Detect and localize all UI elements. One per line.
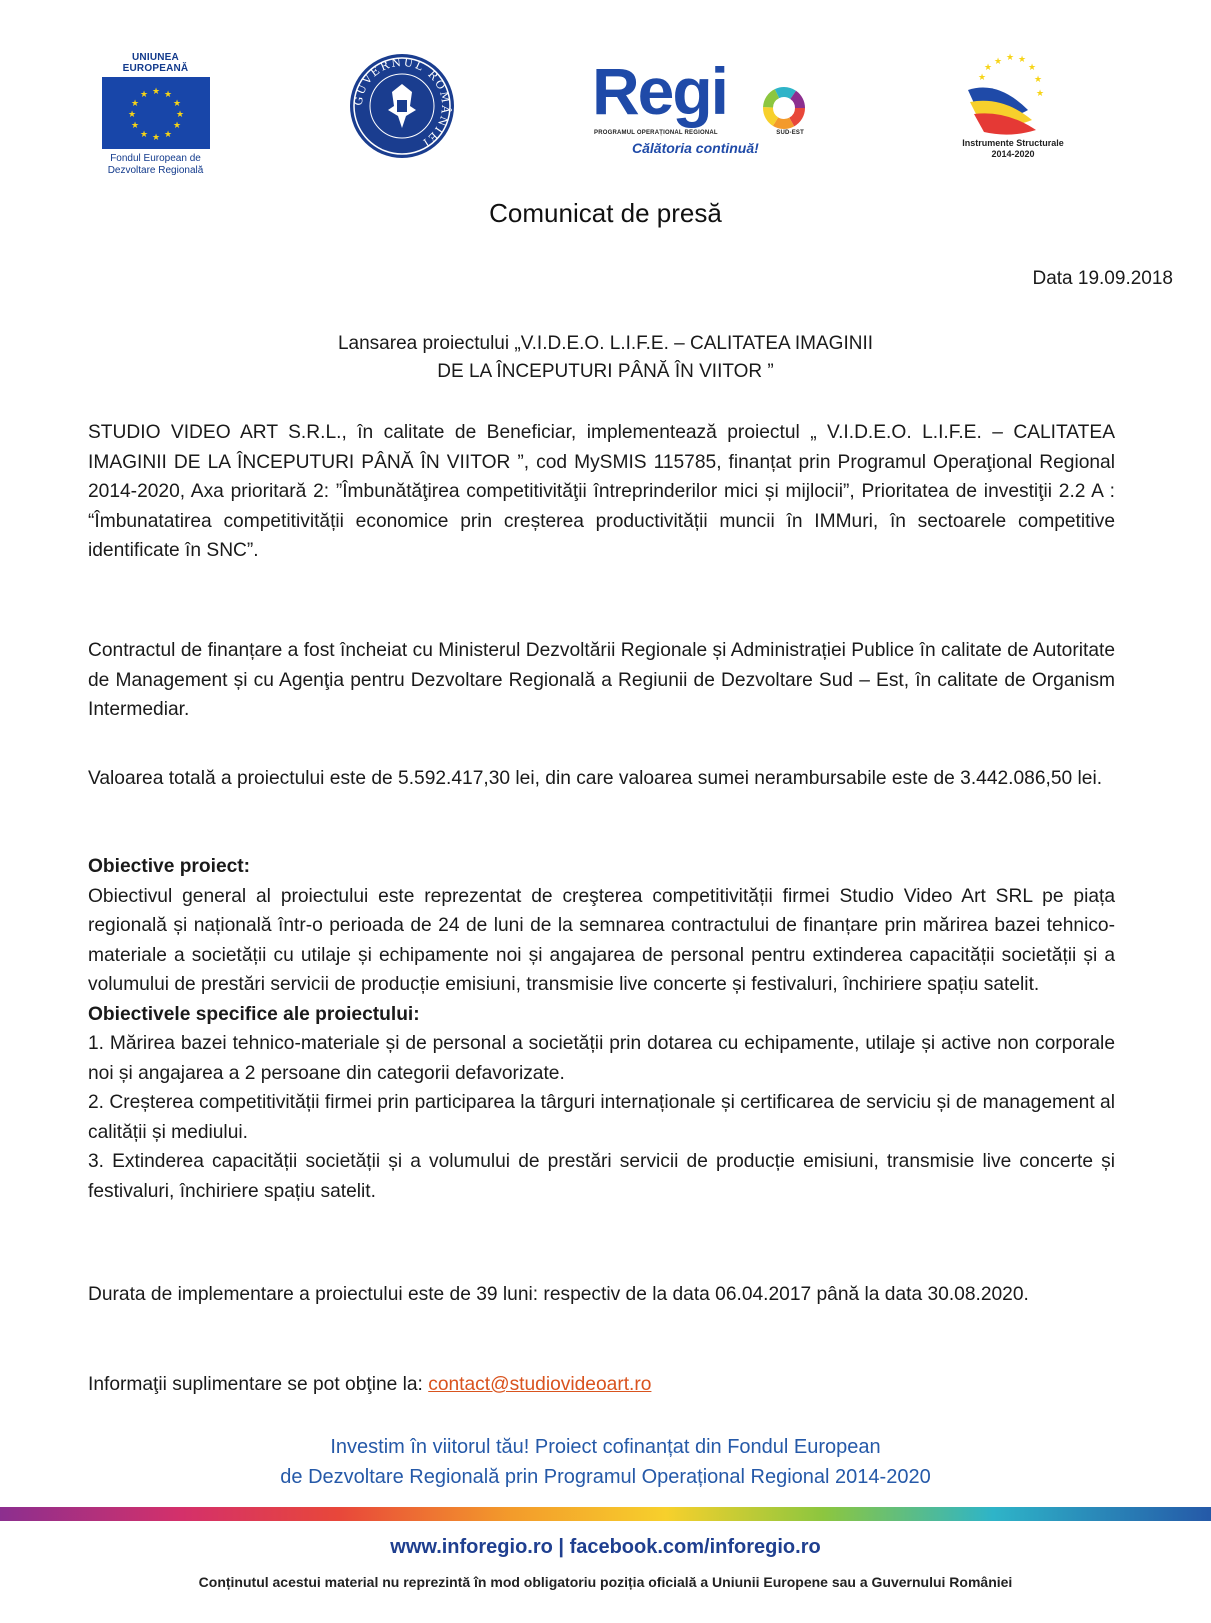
svg-text:★: ★ [130, 121, 139, 131]
objectives-heading: Obiective proiect: [88, 856, 251, 877]
svg-text:★: ★ [993, 57, 1003, 67]
general-objective: Obiectivul general al proiectului este reprezentat de creşterea competitivității firmei Studio Video Art SRL pe piața regională și națională într-o perioada de 24 de luni de la semnarea contractului de finanțare prin mărirea bazei tehnico-materiale a societății cu utilaje și echipamente noi și angajarea de personal pentru extinderea capacității societății și a volumului de prestări servicii de producție emisiuni, transmisie live concerte și festivaluri, închiriere spațiu satelit. [88, 885, 1115, 995]
eu-logo-caption: UNIUNEA EUROPEANĂ [122, 52, 189, 74]
eu-fund-line-1: Fondul European de [110, 153, 201, 164]
specific-objective-1: 1. Mărirea bazei tehnico-materiale și de personal a societății prin dotarea cu echipamente, utilaje și active non corporale noi și angajarea a 2 persoane din categorii defavorizate. [88, 1033, 1115, 1084]
objectives-section [88, 852, 1115, 1206]
regio-tagline: Călătoria continuă! [632, 140, 759, 156]
cofinancing-line-2: de Dezvoltare Regională prin Programul Operațional Regional 2014-2020 [280, 1466, 931, 1488]
rainbow-divider [0, 1507, 1211, 1521]
eu-fund-name [98, 153, 213, 177]
svg-text:★: ★ [139, 130, 148, 140]
project-title-line-1: Lansarea proiectului „V.I.D.E.O. L.I.F.E. – CALITATEA IMAGINII [337, 333, 874, 354]
contract-paragraph: Contractul de finanțare a fost încheiat cu Ministerul Dezvoltării Regionale și Administrației Publice în calitate de Autoritate de Management și cu Agenţia pentru Dezvoltare Regională a Regiunii de Dezvoltare Sud – Est, în calitate de Organism Intermediar. [88, 640, 1115, 720]
svg-text:★: ★ [151, 87, 160, 97]
footer-disclaimer: Conținutul acestui material nu reprezintă în mod obligatoriu poziția oficială a Uniunii Europene sau a Guvernului României [198, 1574, 1013, 1590]
specific-objectives-heading: Obiectivele specifice ale proiectului: [88, 1003, 420, 1025]
footer-links[interactable]: www.inforegio.ro | facebook.com/inforegio.ro [390, 1536, 821, 1558]
svg-text:★: ★ [977, 73, 987, 83]
svg-text:★: ★ [1005, 53, 1015, 63]
release-date: Data 19.09.2018 [1032, 268, 1173, 289]
svg-text:★: ★ [983, 63, 993, 73]
cofinancing-statement [0, 1432, 1211, 1492]
structural-instruments-emblem-icon [948, 50, 1078, 138]
eu-fund-line-2: Dezvoltare Regională [107, 165, 204, 176]
svg-text:★: ★ [127, 110, 136, 120]
svg-text:★: ★ [139, 90, 148, 100]
svg-text:★: ★ [172, 99, 181, 109]
regio-program-line [594, 130, 804, 136]
svg-text:★: ★ [172, 121, 181, 131]
value-paragraph: Valoarea totală a proiectului este de 5.592.417,30 lei, din care valoarea sumei nerambursabile este de 3.442.086,50 lei. [88, 768, 1103, 789]
regio-logo [592, 54, 812, 158]
regio-color-ring-icon [762, 86, 806, 130]
contact-email-link[interactable]: contact@studiovideoart.ro [428, 1374, 652, 1395]
contact-paragraph [88, 1370, 1115, 1400]
contact-label: Informaţii suplimentare se pot obţine la: [88, 1374, 429, 1395]
government-seal-logo [346, 50, 458, 162]
svg-text:★: ★ [1027, 63, 1037, 73]
svg-text:★: ★ [163, 130, 172, 140]
svg-text:★: ★ [1033, 75, 1043, 85]
specific-objective-3: 3. Extinderea capacității societății și a volumului de prestări servicii de producție emisiuni, transmisie live concerte și festivaluri, închiriere spațiu satelit. [88, 1151, 1115, 1202]
government-seal-icon [346, 50, 458, 162]
structural-instruments-line-1: Instrumente Structurale [962, 138, 1064, 148]
structural-instruments-line-2: 2014-2020 [991, 149, 1035, 159]
structural-instruments-logo [948, 50, 1078, 170]
duration-paragraph: Durata de implementare a proiectului este de 39 luni: respectiv de la data 06.04.2017 până la data 30.08.2020. [88, 1284, 1029, 1305]
intro-paragraph: STUDIO VIDEO ART S.R.L., în calitate de Beneficiar, implementează proiectul „ V.I.D.E.O. L.I.F.E. – CALITATEA IMAGINII DE LA ÎNCEPUTURI PÂNĂ ÎN VIITOR ”, cod MySMIS 115785, finanțat prin Programul Operaţional Regional 2014-2020, Axa prioritară 2: ”Îmbunătăţirea competitivităţii întreprinderilor mici și mijlocii”, Prioritatea de investiţii 2.2 A : “Îmbunatatirea competitivității economice prin creșterea productivității muncii în IMMuri, în sectoarele competitive identificate în SNC”. [88, 422, 1115, 561]
svg-text:★: ★ [151, 133, 160, 143]
eu-flag-icon [102, 77, 210, 149]
svg-text:★: ★ [163, 90, 172, 100]
regio-wordmark: Regi [592, 54, 728, 128]
page-title: Comunicat de presă [489, 198, 722, 228]
project-title-line-2: DE LA ÎNCEPUTURI PÂNĂ ÎN VIITOR ” [437, 361, 774, 382]
svg-text:★: ★ [175, 110, 184, 120]
regio-program-region: SUD-EST [776, 130, 804, 136]
svg-text:★: ★ [130, 99, 139, 109]
cofinancing-line-1: Investim în viitorul tău! Proiect cofinanțat din Fondul European [330, 1436, 881, 1458]
structural-instruments-caption [948, 138, 1078, 160]
svg-text:★: ★ [1017, 55, 1027, 65]
specific-objective-2: 2. Creșterea competitivității firmei prin participarea la târguri internaționale și certificarea de serviciu și de management al calității și mediului. [88, 1092, 1115, 1143]
eu-logo [98, 52, 213, 177]
government-seal-text: GUVERNUL ROMÂNIEI [351, 55, 453, 151]
project-title [0, 330, 1211, 386]
svg-text:★: ★ [1035, 89, 1045, 99]
regio-program-name: PROGRAMUL OPERAȚIONAL REGIONAL [594, 130, 718, 136]
logo-bar [0, 48, 1211, 178]
